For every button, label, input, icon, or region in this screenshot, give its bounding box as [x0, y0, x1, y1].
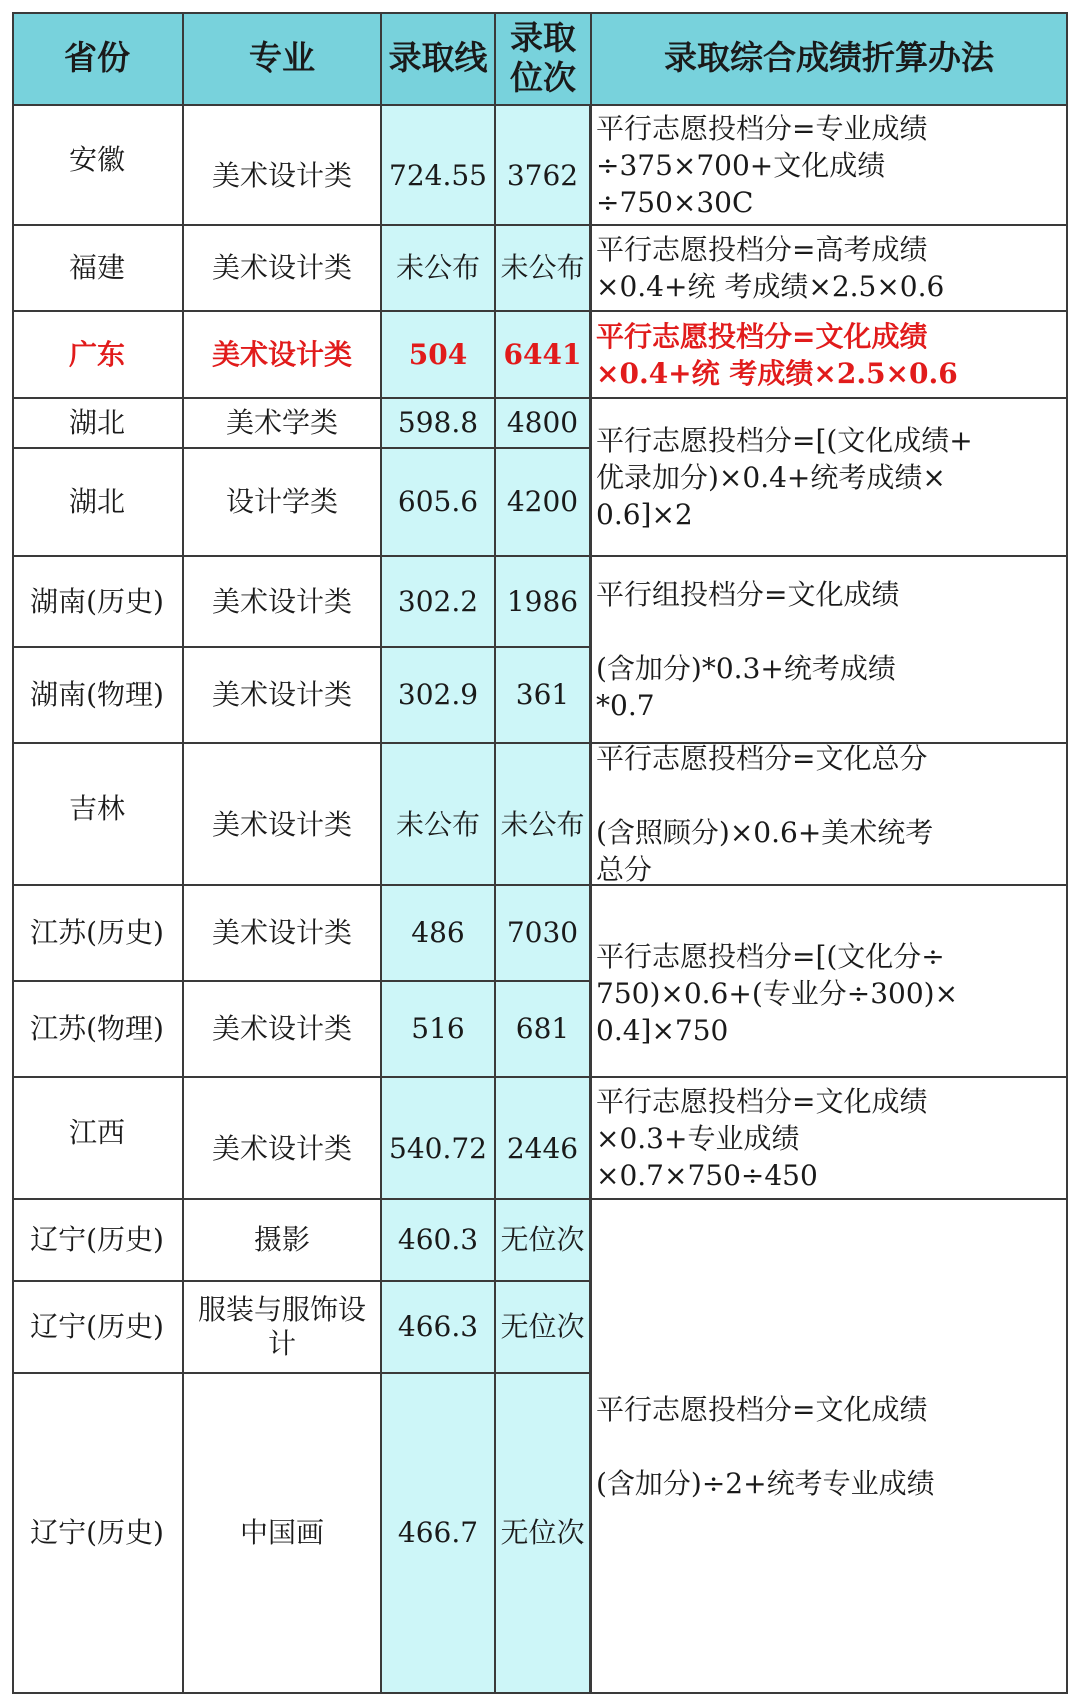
cell-major — [184, 1200, 382, 1282]
cell-rank — [496, 106, 592, 226]
cell-major-text: 摄影 — [253, 1223, 310, 1256]
cell-score-line-text: 460.3 — [397, 1223, 479, 1256]
cell-score-line — [382, 1200, 496, 1282]
cell-major — [184, 648, 382, 744]
cell-province — [12, 226, 184, 312]
cell-rank-text: 无位次 — [500, 1516, 585, 1549]
cell-province — [12, 648, 184, 744]
cell-rank-text: 未公布 — [500, 251, 585, 284]
cell-rank — [496, 648, 592, 744]
cell-major — [184, 449, 382, 557]
header-major — [184, 12, 382, 106]
cell-major — [184, 1078, 382, 1200]
cell-score-line-text: 466.3 — [397, 1310, 479, 1343]
cell-major — [184, 1282, 382, 1374]
cell-method-text: 平行组投档分=文化成绩 (含加分)*0.3+统考成绩 *0.7 — [596, 577, 900, 722]
cell-score-line — [382, 226, 496, 312]
cell-rank-text: 681 — [515, 1012, 570, 1045]
cell-province — [12, 1282, 184, 1374]
cell-rank — [496, 744, 592, 886]
header-rank — [496, 12, 592, 106]
cell-province — [12, 312, 184, 399]
cell-major-text: 中国画 — [239, 1516, 324, 1549]
cell-province — [12, 557, 184, 648]
cell-major-text: 美术设计类 — [211, 678, 352, 711]
header-method-text: 录取综合成绩折算办法 — [664, 38, 994, 77]
cell-rank — [496, 1078, 592, 1200]
cell-score-line-text: 516 — [411, 1012, 465, 1045]
cell-rank-text: 6441 — [503, 337, 582, 371]
cell-score-line — [382, 744, 496, 886]
header-method — [592, 12, 1068, 106]
cell-score-line — [382, 886, 496, 982]
cell-score-line-text: 466.7 — [397, 1516, 479, 1549]
cell-major-text: 服装与服饰设 计 — [197, 1293, 366, 1360]
cell-major — [184, 557, 382, 648]
cell-province-text: 辽宁(历史) — [30, 1223, 164, 1256]
cell-score-line — [382, 982, 496, 1078]
cell-method-text: 平行志愿投档分=文化总分 (含照顾分)×0.6+美术统考 总分 — [596, 742, 934, 886]
cell-major-text: 美术设计类 — [211, 1132, 352, 1165]
cell-rank-text: 无位次 — [500, 1310, 585, 1343]
cell-province-text: 辽宁(历史) — [30, 1310, 164, 1343]
cell-province-text: 湖南(历史) — [30, 584, 164, 618]
cell-major-text: 美术设计类 — [211, 1012, 352, 1045]
cell-score-line — [382, 557, 496, 648]
cell-rank-text: 2446 — [506, 1132, 579, 1165]
cell-province — [12, 449, 184, 557]
cell-rank-text: 4800 — [506, 406, 579, 439]
cell-province — [12, 1078, 184, 1200]
cell-method-text: 平行志愿投档分=文化成绩 ×0.3+专业成绩 ×0.7×750÷450 — [596, 1084, 928, 1192]
cell-method-text: 平行志愿投档分=专业成绩 ÷375×700+文化成绩 ÷750×30C — [596, 111, 928, 219]
cell-province — [12, 886, 184, 982]
cell-major-text: 美术学类 — [225, 406, 338, 439]
cell-method — [592, 1200, 1068, 1694]
header-province — [12, 12, 184, 106]
cell-province-text: 江西 — [68, 1116, 125, 1149]
cell-rank-text: 未公布 — [500, 808, 585, 841]
cell-province-text: 江苏(历史) — [30, 916, 164, 949]
cell-province — [12, 982, 184, 1078]
cell-province-text: 江苏(物理) — [30, 1012, 164, 1045]
cell-major — [184, 399, 382, 449]
cell-rank — [496, 1374, 592, 1694]
cell-rank-text: 无位次 — [500, 1223, 585, 1256]
cell-major-text: 美术设计类 — [211, 159, 352, 192]
cell-method-text: 平行志愿投档分=高考成绩 ×0.4+统 考成绩×2.5×0.6 — [596, 233, 945, 303]
cell-province-text: 广东 — [68, 337, 125, 371]
cell-province — [12, 1374, 184, 1694]
cell-major-text: 美术设计类 — [211, 808, 352, 841]
cell-method-text: 平行志愿投档分=[(文化分÷ 750)×0.6+(专业分÷300)× 0.4]×750 — [596, 940, 959, 1047]
header-score-line-text: 录取线 — [388, 38, 488, 77]
cell-rank — [496, 1200, 592, 1282]
cell-major-text: 美术设计类 — [211, 584, 352, 618]
cell-rank — [496, 1282, 592, 1374]
cell-province — [12, 744, 184, 886]
cell-major-text: 美术设计类 — [211, 251, 352, 284]
cell-major-text: 美术设计类 — [211, 916, 352, 949]
cell-major — [184, 106, 382, 226]
cell-rank — [496, 982, 592, 1078]
cell-method — [592, 226, 1068, 312]
cell-method-text: 平行志愿投档分=文化成绩 ×0.4+统 考成绩×2.5×0.6 — [596, 319, 958, 390]
cell-score-line — [382, 1078, 496, 1200]
cell-major — [184, 1374, 382, 1694]
cell-rank — [496, 312, 592, 399]
cell-score-line-text: 605.6 — [397, 485, 479, 518]
cell-major — [184, 886, 382, 982]
cell-score-line — [382, 399, 496, 449]
cell-rank — [496, 226, 592, 312]
cell-major — [184, 312, 382, 399]
header-score-line — [382, 12, 496, 106]
cell-major-text: 美术设计类 — [211, 337, 352, 371]
cell-province-text: 湖北 — [68, 485, 125, 518]
cell-score-line-text: 302.2 — [397, 584, 479, 618]
cell-major-text: 设计学类 — [225, 485, 338, 518]
cell-province-text: 吉林 — [68, 792, 125, 825]
cell-rank-text: 4200 — [506, 485, 579, 518]
cell-province — [12, 399, 184, 449]
cell-score-line-text: 302.9 — [397, 678, 479, 711]
cell-province-text: 辽宁(历史) — [30, 1516, 164, 1549]
cell-score-line-text: 504 — [408, 337, 468, 371]
cell-rank — [496, 449, 592, 557]
cell-rank-text: 361 — [515, 678, 570, 711]
cell-method — [592, 557, 1068, 744]
cell-score-line — [382, 106, 496, 226]
cell-score-line-text: 540.72 — [389, 1132, 487, 1165]
cell-rank-text: 7030 — [506, 916, 579, 949]
cell-rank-text: 3762 — [506, 159, 579, 192]
cell-score-line-text: 未公布 — [395, 808, 480, 841]
cell-score-line-text: 598.8 — [397, 406, 479, 439]
cell-method — [592, 1078, 1068, 1200]
cell-score-line-text: 724.55 — [389, 159, 487, 192]
cell-score-line — [382, 1282, 496, 1374]
cell-province — [12, 1200, 184, 1282]
cell-score-line — [382, 1374, 496, 1694]
cell-method — [592, 886, 1068, 1078]
cell-province-text: 湖南(物理) — [30, 678, 164, 711]
admission-table — [12, 12, 1068, 1694]
cell-score-line — [382, 312, 496, 399]
cell-score-line — [382, 449, 496, 557]
cell-method-text: 平行志愿投档分=[(文化成绩+ 优录加分)×0.4+统考成绩× 0.6]×2 — [596, 423, 973, 531]
cell-province-text: 湖北 — [68, 406, 125, 439]
cell-province — [12, 106, 184, 226]
cell-score-line-text: 486 — [411, 916, 465, 949]
cell-method — [592, 399, 1068, 557]
cell-rank — [496, 557, 592, 648]
cell-rank-text: 1986 — [506, 584, 579, 618]
cell-rank — [496, 399, 592, 449]
cell-score-line — [382, 648, 496, 744]
cell-method — [592, 312, 1068, 399]
cell-score-line-text: 未公布 — [395, 251, 480, 284]
cell-method — [592, 106, 1068, 226]
header-rank-text: 录取 位次 — [510, 18, 576, 97]
cell-rank — [496, 886, 592, 982]
cell-major — [184, 744, 382, 886]
cell-province-text: 福建 — [68, 251, 125, 284]
cell-method-text: 平行志愿投档分=文化成绩 (含加分)÷2+统考专业成绩 — [596, 1392, 935, 1500]
cell-major — [184, 226, 382, 312]
header-major-text: 专业 — [249, 38, 315, 77]
cell-major — [184, 982, 382, 1078]
cell-province-text: 安徽 — [68, 143, 125, 176]
cell-method — [592, 744, 1068, 886]
header-province-text: 省份 — [64, 38, 130, 77]
